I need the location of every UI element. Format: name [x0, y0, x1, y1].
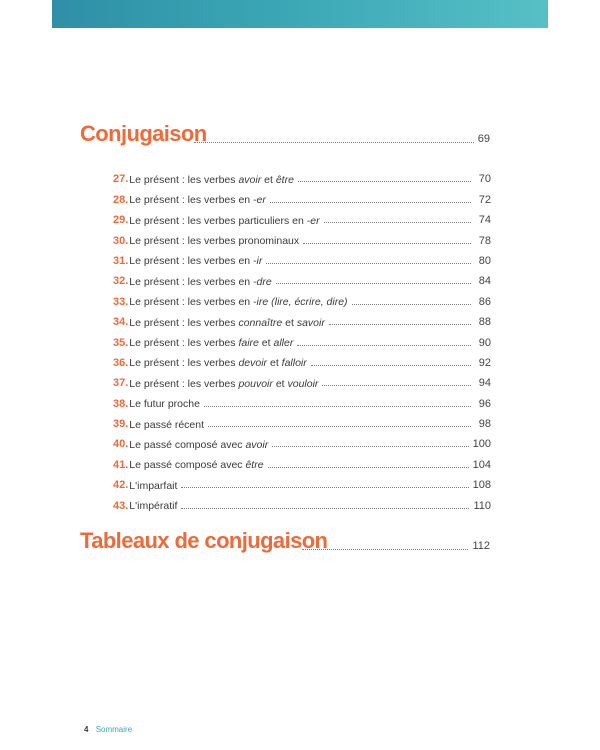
entry-title-italic: -ir — [253, 255, 263, 268]
dot-leader — [194, 142, 474, 143]
entry-number: 30. — [113, 234, 129, 247]
entry-page-number: 100 — [472, 438, 491, 451]
entry-page-number: 86 — [478, 295, 491, 308]
entry-page-number: 98 — [478, 418, 491, 431]
entry-title-text: et — [282, 316, 297, 329]
entry-title — [129, 338, 293, 349]
entry-title-text: Le présent : les verbes — [129, 337, 239, 350]
section-page-number: 69 — [477, 133, 490, 145]
entry-number: 29. — [113, 214, 129, 227]
entry-title — [129, 399, 200, 410]
entry-number: 38. — [113, 397, 129, 410]
entry-page-number: 80 — [478, 254, 491, 267]
entry-title-text: Le futur proche — [129, 398, 200, 411]
entry-number: 43. — [113, 499, 129, 512]
entry-page-number: 104 — [472, 458, 491, 471]
dot-leader — [297, 345, 471, 346]
entry-page-number: 90 — [478, 336, 491, 349]
entry-number: 36. — [113, 356, 129, 369]
footer-page-number: 4 — [84, 725, 89, 734]
dot-leader — [268, 467, 469, 468]
section-page-number: 112 — [472, 540, 490, 552]
entry-title-text: Le présent : les verbes en — [129, 296, 254, 309]
entry-title — [129, 379, 318, 390]
toc-entry[interactable] — [113, 410, 491, 430]
entry-title — [129, 236, 299, 247]
entry-title — [129, 277, 271, 288]
entry-title — [129, 420, 204, 431]
dot-leader — [311, 365, 471, 366]
page-footer — [84, 726, 132, 734]
entry-title-text: Le présent : les verbes en — [129, 275, 254, 288]
dot-leader — [322, 385, 471, 386]
entry-title-italic: être — [275, 173, 294, 186]
dot-leader — [204, 406, 471, 407]
entry-page-number: 78 — [478, 234, 491, 247]
toc-entry[interactable] — [113, 328, 491, 348]
dot-leader — [266, 263, 471, 264]
entry-title-italic: faire — [238, 337, 259, 350]
entry-title — [129, 297, 347, 308]
entry-title-italic: -er — [253, 194, 266, 207]
entry-title — [129, 481, 177, 492]
entry-title-text: Le présent : les verbes — [129, 377, 239, 390]
entry-title-italic: devoir — [238, 357, 268, 370]
entry-title-italic: falloir — [281, 357, 307, 370]
entry-title-italic: -ire (lire, écrire, dire) — [253, 296, 348, 309]
toc-entry[interactable] — [113, 165, 491, 185]
entry-number: 37. — [113, 377, 129, 390]
entry-title — [129, 216, 319, 227]
entry-number: 32. — [113, 275, 129, 288]
entry-title-text: L'imparfait — [129, 479, 178, 492]
entry-title-text: L'impératif — [129, 500, 178, 513]
dot-leader — [272, 446, 468, 447]
entry-title-text: Le présent : les verbes — [129, 357, 239, 370]
entry-title — [129, 256, 262, 267]
entry-number: 40. — [113, 438, 129, 451]
entry-page-number: 84 — [478, 275, 491, 288]
entry-title-italic: vouloir — [287, 377, 319, 390]
entry-title-italic: aller — [273, 337, 294, 350]
entry-title-italic: connaître — [238, 316, 283, 329]
entry-title-text: et — [261, 173, 276, 186]
entry-title-text: Le passé récent — [129, 418, 205, 431]
entry-title — [129, 358, 306, 369]
dot-leader — [270, 202, 471, 203]
entry-title-text: Le présent : les verbes en — [129, 194, 254, 207]
dot-leader — [181, 487, 468, 488]
dot-leader — [276, 283, 471, 284]
entry-page-number: 74 — [478, 214, 491, 227]
toc-entry[interactable] — [113, 389, 491, 409]
entry-title-text: Le présent : les verbes particuliers en — [129, 214, 307, 227]
dot-leader — [302, 549, 468, 550]
entry-title-text: Le présent : les verbes pronominaux — [129, 235, 300, 248]
dot-leader — [208, 426, 471, 427]
toc-entry[interactable] — [113, 185, 491, 205]
toc-list — [113, 165, 491, 512]
entry-title-italic: être — [245, 459, 264, 472]
entry-title-italic: pouvoir — [238, 377, 273, 390]
dot-leader — [298, 181, 471, 182]
entry-title-italic: -er — [306, 214, 320, 227]
entry-number: 34. — [113, 316, 129, 329]
dot-leader — [181, 508, 469, 509]
entry-title-text: Le passé composé avec — [129, 459, 246, 472]
entry-title — [129, 460, 263, 471]
entry-page-number: 88 — [478, 316, 491, 329]
toc-entry[interactable] — [113, 226, 491, 246]
entry-title — [129, 501, 177, 512]
dot-leader — [324, 222, 471, 223]
toc-entry[interactable] — [113, 247, 491, 267]
entry-title — [129, 440, 268, 451]
entry-page-number: 70 — [478, 173, 491, 186]
toc-entry[interactable] — [113, 206, 491, 226]
entry-title — [129, 175, 294, 186]
section-conjugaison[interactable] — [80, 123, 490, 146]
dot-leader — [352, 304, 471, 305]
entry-title — [129, 318, 325, 329]
dot-leader — [303, 243, 471, 244]
toc-entry[interactable] — [113, 369, 491, 389]
entry-title-italic: avoir — [238, 173, 262, 186]
entry-number: 28. — [113, 193, 129, 206]
entry-page-number: 72 — [478, 193, 491, 206]
entry-title-text: et — [258, 337, 274, 350]
entry-title-text: Le présent : les verbes en — [129, 255, 254, 268]
entry-page-number: 110 — [473, 499, 491, 512]
entry-title — [129, 195, 266, 206]
section-title: Tableaux de conjugaison — [80, 528, 328, 553]
entry-title-text: et — [267, 357, 282, 370]
toc-entry[interactable] — [113, 267, 491, 287]
entry-number: 35. — [113, 336, 129, 349]
toc-entry[interactable] — [113, 349, 491, 369]
dot-leader — [329, 324, 471, 325]
entry-title-italic: -dre — [253, 275, 272, 288]
entry-title-text: Le présent : les verbes — [129, 173, 239, 186]
entry-title-text: Le passé composé avec — [129, 438, 246, 451]
footer-label: Sommaire — [95, 725, 133, 734]
entry-page-number: 96 — [478, 397, 491, 410]
entry-number: 27. — [113, 173, 129, 186]
section-tableaux[interactable] — [80, 530, 490, 553]
entry-number: 33. — [113, 295, 129, 308]
entry-title-text: et — [272, 377, 288, 390]
header-band — [52, 0, 548, 28]
entry-page-number: 108 — [472, 479, 491, 492]
entry-title-italic: avoir — [245, 438, 269, 451]
entry-number: 31. — [113, 254, 129, 267]
toc-entry[interactable] — [113, 308, 491, 328]
entry-number: 39. — [113, 418, 129, 431]
entry-number: 41. — [113, 458, 129, 471]
section-title: Conjugaison — [80, 121, 207, 146]
entry-number: 42. — [113, 479, 129, 492]
entry-title-italic: savoir — [296, 316, 325, 329]
entry-page-number: 92 — [478, 356, 491, 369]
toc-entry[interactable] — [113, 471, 491, 491]
toc-entry[interactable] — [113, 430, 491, 450]
toc-entry[interactable] — [113, 287, 491, 307]
entry-page-number: 94 — [478, 377, 491, 390]
toc-entry[interactable] — [113, 450, 491, 470]
toc-entry[interactable] — [113, 491, 491, 511]
entry-title-text: Le présent : les verbes — [129, 316, 239, 329]
